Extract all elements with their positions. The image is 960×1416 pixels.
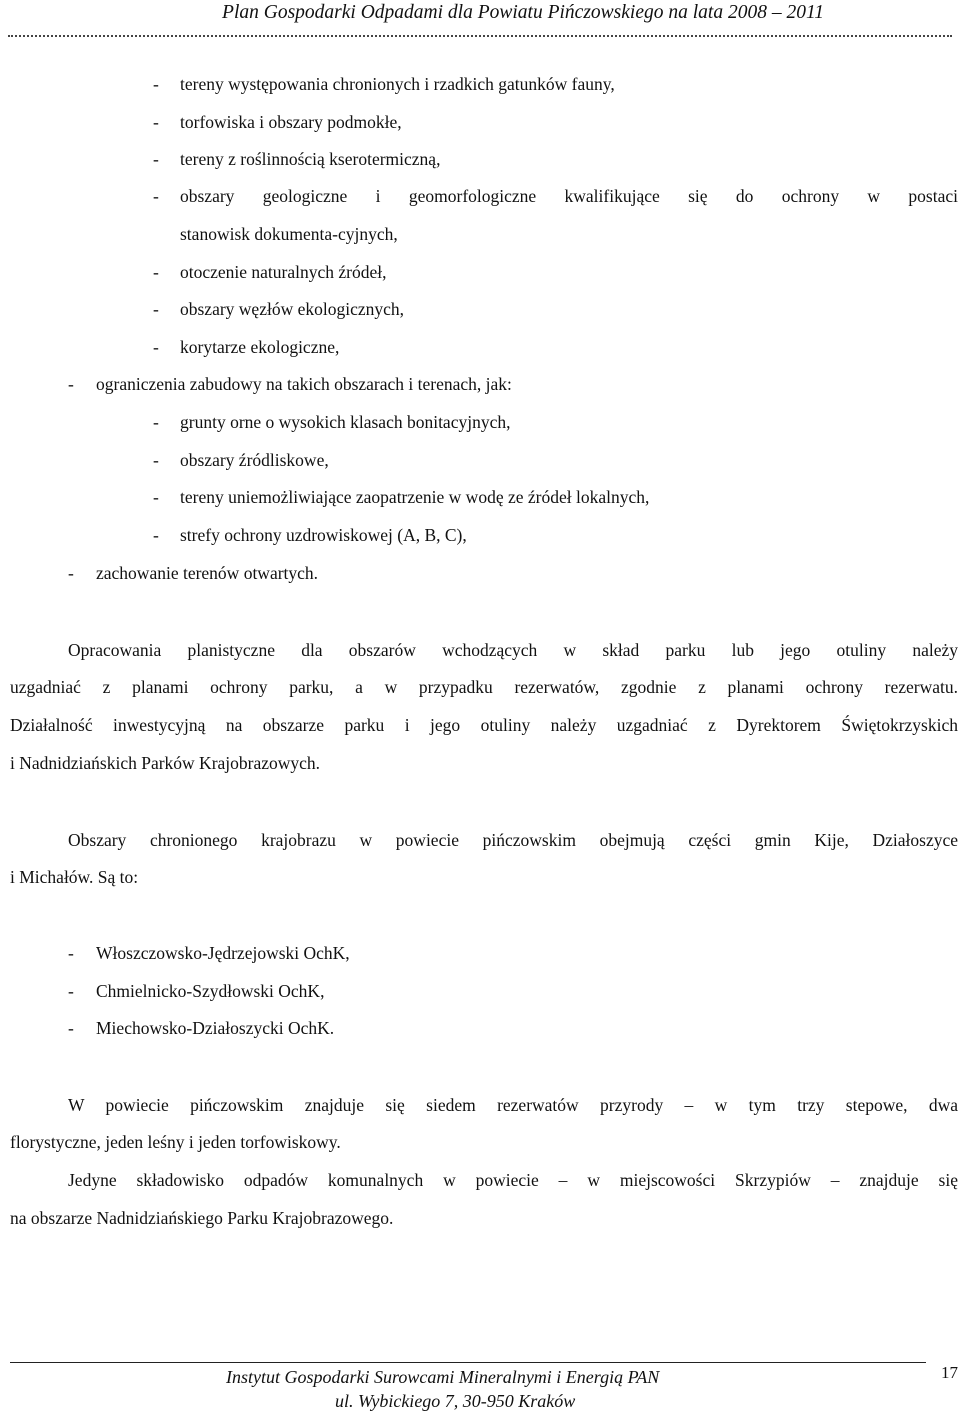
paragraph-line: i Nadnidziańskich Parków Krajobrazowych. — [10, 753, 321, 773]
paragraph-line: Obszary chronionego krajobrazu w powiecie pińczowskim obejmują części gmin Kije, Działoszyce — [68, 830, 958, 850]
footer-institute: Instytut Gospodarki Surowcami Mineralnymi i Energią PAN — [226, 1367, 660, 1387]
paragraph-line: florystyczne, jeden leśny i jeden torfowiskowy. — [10, 1132, 341, 1152]
page-number: 17 — [941, 1363, 958, 1382]
page-footer — [0, 1355, 960, 1416]
page-header — [0, 0, 960, 40]
paragraph-line: Jedyne składowisko odpadów komunalnych w powiecie – w miejscowości Skrzypiów – znajduje się — [68, 1170, 958, 1190]
paragraph-line: i Michałów. Są to: — [10, 867, 139, 887]
paragraph-line: W powiecie pińczowskim znajduje się siedem rezerwatów przyrody – w tym trzy stepowe, dwa — [68, 1095, 958, 1115]
footer-address: ul. Wybickiego 7, 30-950 Kraków — [335, 1391, 576, 1411]
paragraph-line: na obszarze Nadnidziańskiego Parku Krajobrazowego. — [10, 1208, 394, 1228]
header-title: Plan Gospodarki Odpadami dla Powiatu Pińczowskiego na lata 2008 – 2011 — [222, 2, 824, 23]
paragraph-line: Działalność inwestycyjną na obszarze parku i jego otuliny należy uzgadniać z Dyrektorem Świętokrzyskich — [10, 715, 958, 735]
header-dotted-rule — [8, 35, 952, 37]
paragraph-line: Opracowania planistyczne dla obszarów wchodzących w skład parku lub jego otuliny należy — [68, 640, 958, 660]
footer-rule — [10, 1362, 926, 1363]
paragraph-line: uzgadniać z planami ochrony parku, a w przypadku rezerwatów, zgodnie z planami ochrony rezerwatu. — [10, 677, 958, 697]
